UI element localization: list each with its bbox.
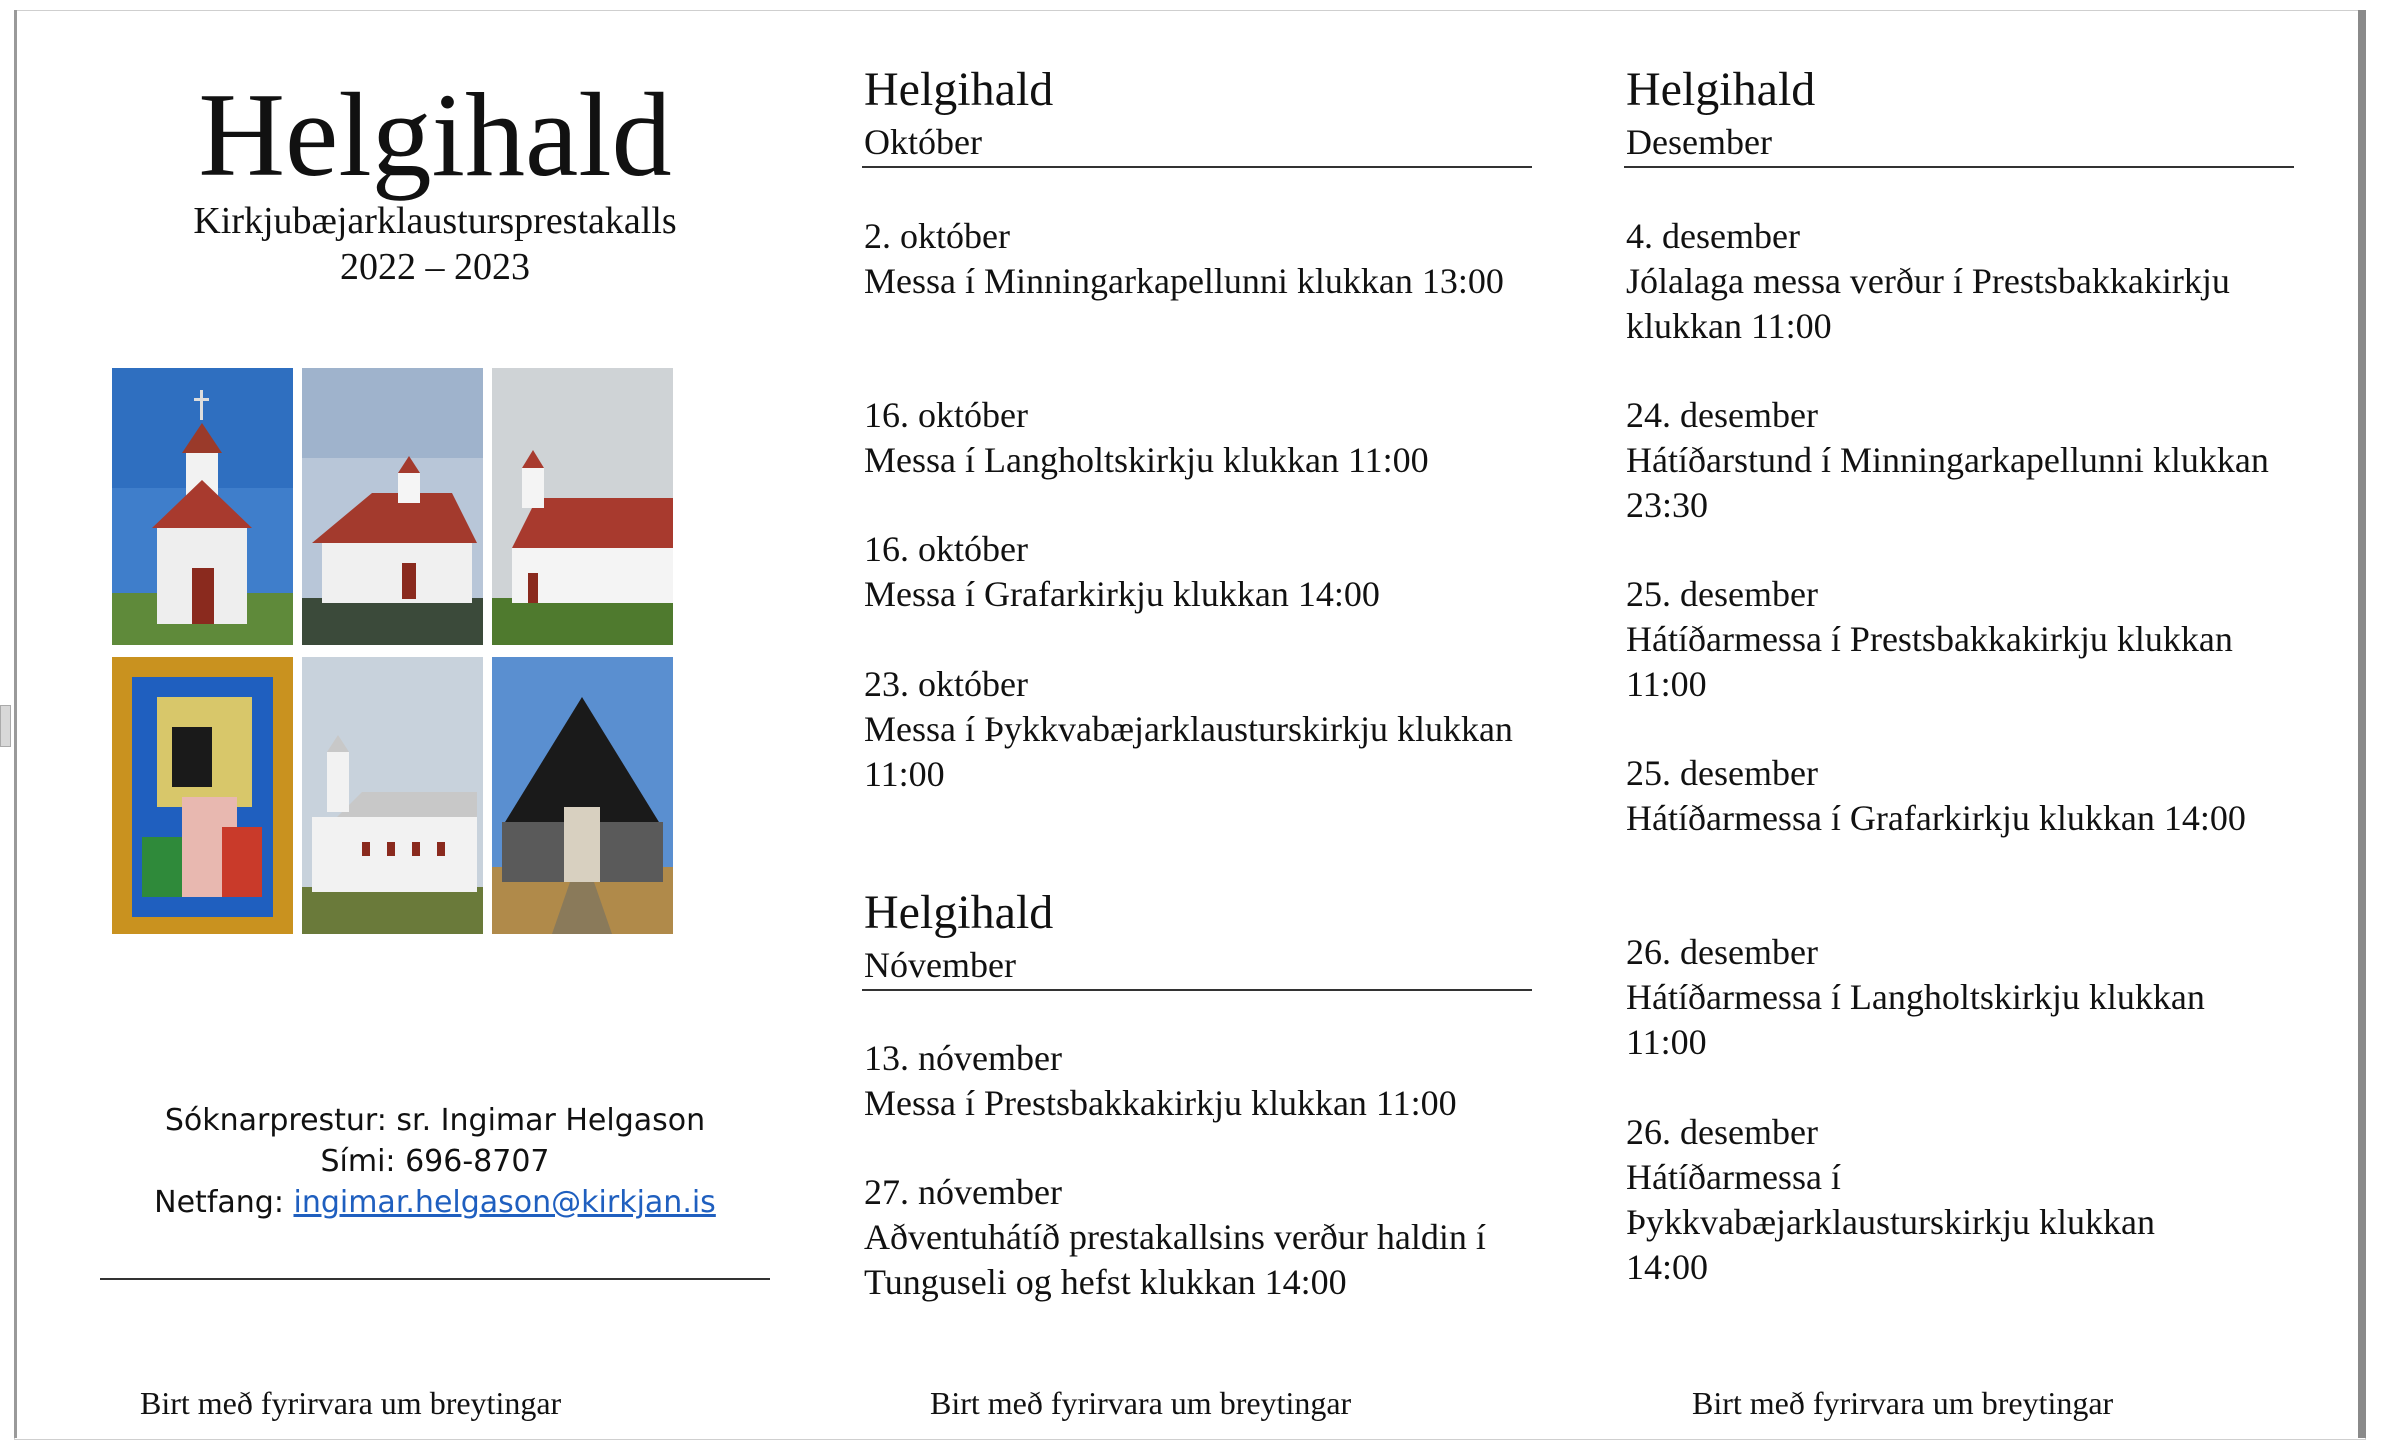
event-description: Aðventuhátíð prestakallsins verður haldin í Tunguseli og hefst klukkan 14:00: [864, 1217, 1486, 1302]
event-date: 13. nóvember: [864, 1038, 1062, 1078]
event-date: 24. desember: [1626, 395, 1818, 435]
contact-info: [100, 1100, 770, 1223]
event-date: 25. desember: [1626, 753, 1818, 793]
email-line: [100, 1182, 770, 1223]
event-description: Messa í Langholtskirkju klukkan 11:00: [864, 440, 1429, 480]
stained-glass-photo: [112, 657, 293, 934]
october-divider: [862, 166, 1532, 168]
event-date: 25. desember: [1626, 574, 1818, 614]
december-divider: [1624, 166, 2294, 168]
event-date: 2. október: [864, 216, 1010, 256]
cover-title: Helgihald: [198, 68, 672, 201]
event-date: 16. október: [864, 529, 1028, 569]
event-description: Jólalaga messa verður í Prestsbakkakirkju klukkan 11:00: [1626, 261, 2230, 346]
event-description: Hátíðarmessa í Grafarkirkju klukkan 14:00: [1626, 798, 2246, 838]
event-item: [1626, 214, 2294, 349]
event-description: Hátíðarmessa í Langholtskirkju klukkan 11:00: [1626, 977, 2205, 1062]
event-item: [1626, 572, 2294, 707]
church-photo: [302, 368, 483, 645]
event-date: 26. desember: [1626, 1112, 1818, 1152]
event-item: [1626, 393, 2294, 528]
parish-name: Kirkjubæjarklaustursprestakalls: [193, 200, 677, 242]
event-date: 4. desember: [1626, 216, 1800, 256]
church-photo-grid: [112, 368, 674, 934]
church-photo: [112, 368, 293, 645]
page-edge-handle[interactable]: [0, 705, 11, 747]
event-item: [864, 527, 1532, 617]
page-right-edge: [2358, 10, 2366, 1438]
cover-footer: Birt með fyrirvara um breytingar: [140, 1385, 562, 1421]
event-date: 16. október: [864, 395, 1028, 435]
page-left-edge: [14, 10, 17, 1438]
december-month: Desember: [1626, 122, 1772, 162]
november-heading: Helgihald: [864, 886, 1054, 939]
december-heading: Helgihald: [1626, 63, 1816, 116]
event-item: [864, 662, 1532, 797]
church-side-view-image: [492, 368, 673, 645]
phone-number: Sími: 696-8707: [320, 1144, 550, 1179]
email-label: Netfang:: [154, 1185, 284, 1220]
event-item: [1626, 751, 2294, 841]
event-item: [864, 214, 1532, 304]
november-divider: [862, 989, 1532, 991]
church-cloudy-image: [302, 657, 483, 934]
november-month: Nóvember: [864, 945, 1016, 985]
event-description: Messa í Þykkvabæjarklausturskirkju klukkan 11:00: [864, 709, 1513, 794]
event-item: [1626, 1110, 2216, 1290]
december-footer: Birt með fyrirvara um breytingar: [1692, 1385, 2114, 1421]
event-description: Hátíðarstund í Minningarkapellunni klukkan 23:30: [1626, 440, 2269, 525]
event-description: Messa í Prestsbakkakirkju klukkan 11:00: [864, 1083, 1457, 1123]
event-description: Hátíðarmessa í Þykkvabæjarklausturskirkju klukkan 14:00: [1626, 1157, 2155, 1287]
priest-name: Sóknarprestur: sr. Ingimar Helgason: [164, 1103, 706, 1138]
october-month: Október: [864, 122, 982, 162]
event-description: Messa í Minningarkapellunni klukkan 13:00: [864, 261, 1504, 301]
cover-divider: [100, 1278, 770, 1280]
event-item: [864, 1036, 1532, 1126]
event-item: [864, 1170, 1532, 1305]
november-footer: Birt með fyrirvara um breytingar: [930, 1385, 1352, 1421]
chapel-photo: [492, 657, 673, 934]
event-description: Messa í Grafarkirkju klukkan 14:00: [864, 574, 1380, 614]
event-date: 27. nóvember: [864, 1172, 1062, 1212]
event-date: 26. desember: [1626, 932, 1818, 972]
event-description: Hátíðarmessa í Prestsbakkakirkju klukkan 11:00: [1626, 619, 2233, 704]
church-photo: [302, 657, 483, 934]
email-link[interactable]: ingimar.helgason@kirkjan.is: [293, 1185, 716, 1220]
church-photo: [492, 368, 673, 645]
event-item: [1626, 930, 2294, 1065]
a-frame-chapel-image: [492, 657, 673, 934]
october-heading: Helgihald: [864, 63, 1054, 116]
church-tower-image: [112, 368, 293, 645]
year-range: 2022 – 2023: [340, 246, 530, 288]
stained-glass-image: [112, 657, 293, 934]
event-date: 23. október: [864, 664, 1028, 704]
event-item: [864, 393, 1532, 483]
church-red-roof-image: [302, 368, 483, 645]
